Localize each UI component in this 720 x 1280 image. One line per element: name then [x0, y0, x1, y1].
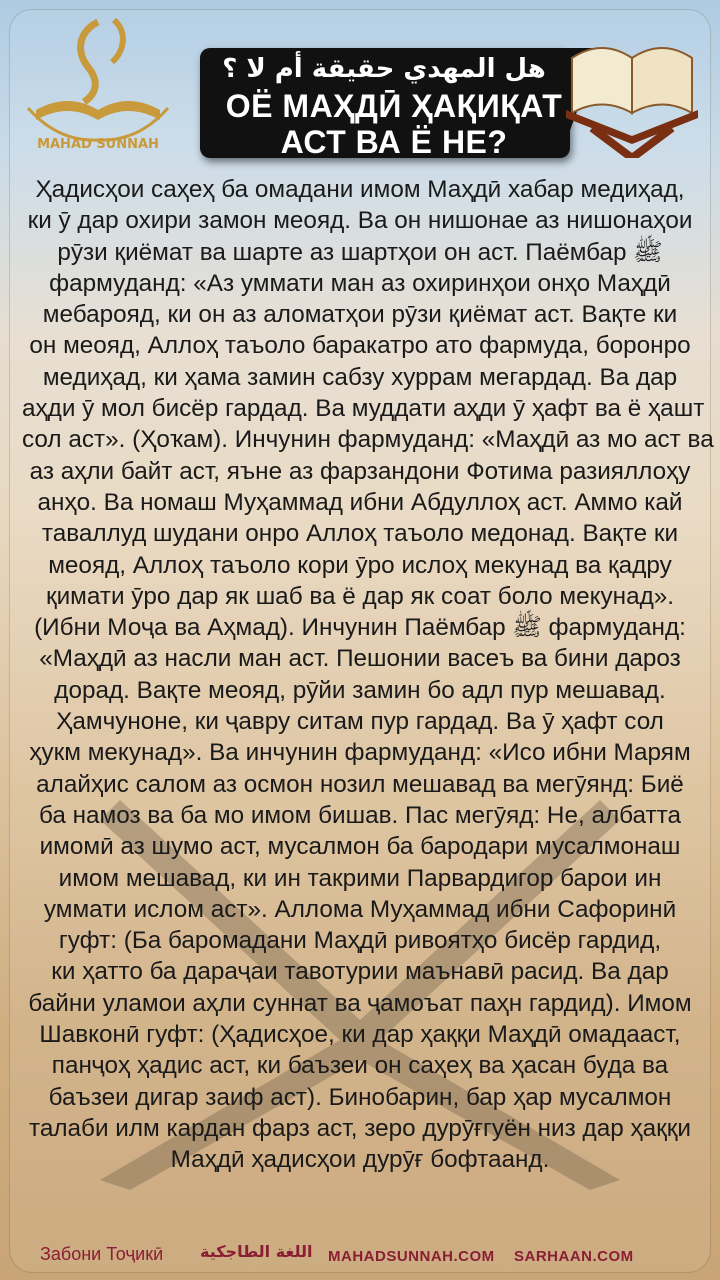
page-title-line-2: АСТ ВА Ё НЕ? — [280, 124, 508, 160]
mahad-sunnah-logo — [18, 12, 178, 162]
body-line: баъзеи дигар заиф аст). Бинобарин, бар ҳар мусалмон — [48, 1083, 672, 1111]
footer-language: Забони Тоҷикӣ — [40, 1244, 164, 1264]
body-line: қимати ӯро дар як шаб ва ё дар як соат боло мекунад». — [45, 582, 675, 610]
open-book-stand-icon — [552, 18, 712, 158]
body-line: ки ҳатто ба дараҷаи тавотурии маънавӣ расид. Ва дар — [51, 958, 669, 986]
body-line: сол аст». (Ҳоҡам). Инчунин фармуданд: «Маҳдӣ аз мо аст ва — [22, 426, 714, 454]
body-line: анҳо. Ва номаш Муҳаммад ибни Абдуллоҳ аст. Аммо кай — [37, 488, 683, 516]
body-line: Маҳдӣ ҳадисҳои дурӯғ бофтаанд. — [170, 1146, 550, 1174]
footer-link-mahadsunnah[interactable]: MAHADSUNNAH.COM — [328, 1248, 495, 1265]
logo-text: MAHAD SUNNAH — [37, 137, 159, 152]
body-line: мебарояд, ки он аз аломатҳои рӯзи қиёмат аст. Вақте ки — [42, 301, 678, 329]
body-line: фармуданд: «Аз уммати ман аз охиринҳои онҳо Маҳдӣ — [49, 269, 671, 297]
body-line: байни уламои аҳли суннат ва ҷамоъат паҳн гардид). Имом — [28, 989, 692, 1017]
body-line: (Ибни Моҷа ва Аҳмад). Инчунин Паёмбар ﷺ фармуданд: — [34, 614, 686, 642]
body-line: имомӣ аз шумо аст, мусалмон ба бародари мусалмонаш — [39, 833, 681, 861]
body-line: ҳукм мекунад». Ва инчунин фармуданд: «Исо ибни Марям — [29, 739, 691, 767]
body-line: гуфт: (Ба баромадани Маҳдӣ ривоятҳо бисёр гардид, — [58, 927, 662, 955]
footer-link-sarhaan[interactable]: SARHAAN.COM — [514, 1248, 634, 1265]
footer-language-arabic: اللغة الطاجكية — [200, 1242, 313, 1261]
body-line: таваллуд шудани онро Аллоҳ таъоло медонад. Вақте ки — [41, 520, 679, 548]
body-line: Ҳадисҳои саҳеҳ ба омадани имом Маҳдӣ хабар медиҳад, — [35, 176, 685, 203]
body-line: «Маҳдӣ аз насли ман аст. Пешонии васеъ ва бини дароз — [39, 645, 681, 673]
body-line: Ҳамчуноне, ки ҷавру ситам пур гардад. Ва ӯ ҳафт сол — [56, 708, 664, 736]
body-line: дорад. Вақте меояд, рӯйи замин бо адл пур мешавад. — [54, 676, 666, 704]
body-line: ба намоз ва ба мо имом бишав. Пас мегӯяд: Не, албатта — [38, 801, 682, 829]
body-line: талаби илм кардан фарз аст, зеро дурӯғгуён низ дар ҳаққи — [29, 1114, 691, 1142]
body-line: аҳди ӯ мол бисёр гардад. Ва муддати аҳди ӯ ҳафт ва ё ҳашт — [22, 395, 705, 423]
body-line: панҷоҳ ҳадис аст, ки баъзеи он саҳеҳ ва ҳасан буда ва — [51, 1052, 669, 1080]
body-line: он меояд, Аллоҳ таъоло баракатро ато фармуда, боронро — [29, 332, 691, 360]
body-line: алайҳис салом аз осмон нозил мешавад ва мегӯянд: Биё — [36, 770, 684, 798]
body-line: ки ӯ дар охири замон меояд. Ва он нишонае аз нишонаҳои — [27, 207, 693, 235]
body-line: аз аҳли байт аст, яъне аз фарзандони Фотима разияллоҳу — [29, 457, 691, 485]
body-line: имом мешавад, ки ин такрими Парвардигор барои ин — [58, 864, 662, 892]
body-line: меояд, Аллоҳ таъоло кори ӯро ислоҳ мекунад ва қадру — [48, 551, 672, 579]
page-title-line-1: ОЁ МАҲДӢ ҲАҚИҚАТ — [225, 88, 563, 124]
body-line: медиҳад, ки ҳама замин сабзу хуррам мегардад. Ва дар — [42, 363, 678, 391]
article-body — [22, 174, 714, 1176]
body-line: Шавконӣ гуфт: (Ҳадисҳое, ки дар ҳаққи Маҳдӣ омадааст, — [39, 1021, 681, 1049]
body-line: уммати ислом аст». Аллома Муҳаммад ибни Сафоринӣ — [43, 895, 677, 923]
arabic-title: هل المهدي حقيقة أم لا ؟ — [222, 54, 546, 84]
body-line: рӯзи қиёмат ва шарте аз шартҳои он аст. Паёмбар ﷺ — [57, 238, 663, 266]
